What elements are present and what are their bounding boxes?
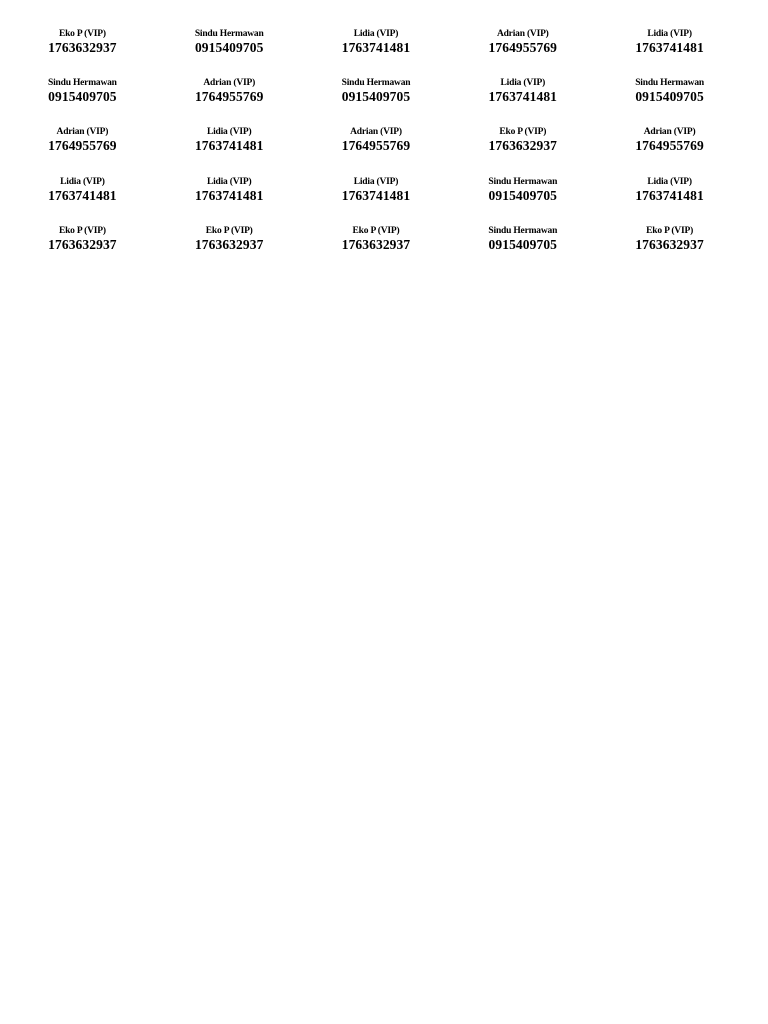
label-name: Eko P (VIP) [646, 225, 694, 236]
label-code: 0915409705 [488, 236, 558, 252]
label-code: 1763741481 [194, 138, 264, 154]
label-item [449, 176, 596, 225]
label-code: 1764955769 [194, 89, 264, 105]
label-item [156, 225, 303, 274]
label-code: 1763632937 [488, 138, 558, 154]
label-item [596, 77, 743, 126]
label-code: 1764955769 [635, 138, 704, 154]
label-code: 0915409705 [488, 187, 558, 203]
label-name: Sindu Hermawan [48, 78, 117, 89]
label-name: Lidia (VIP) [206, 176, 252, 187]
label-code: 0915409705 [341, 89, 411, 105]
label-name: Lidia (VIP) [60, 176, 105, 187]
label-item [449, 28, 596, 77]
label-code: 1763741481 [341, 187, 411, 203]
label-code: 1763741481 [194, 187, 264, 203]
label-item [596, 126, 743, 175]
label-item [303, 28, 450, 77]
label-code: 1763632937 [341, 236, 411, 252]
label-code: 1764955769 [488, 40, 558, 55]
label-name: Lidia (VIP) [353, 176, 399, 187]
label-code: 1763741481 [341, 40, 411, 55]
label-item [303, 126, 450, 175]
label-item [596, 28, 743, 77]
label-code: 1763741481 [635, 40, 704, 55]
label-code: 1763741481 [48, 187, 117, 203]
label-name: Eko P (VIP) [352, 225, 400, 236]
label-item [596, 176, 743, 225]
label-item [9, 77, 156, 126]
label-item [303, 77, 450, 126]
label-item [156, 126, 303, 175]
label-item [156, 28, 303, 77]
label-code: 1763741481 [488, 89, 558, 105]
label-code: 0915409705 [194, 40, 264, 55]
label-name: Sindu Hermawan [488, 225, 558, 236]
label-sheet [9, 28, 743, 274]
label-code: 1763632937 [48, 236, 117, 252]
label-item [9, 126, 156, 175]
label-name: Lidia (VIP) [647, 176, 692, 187]
label-name: Sindu Hermawan [488, 176, 558, 187]
label-item [449, 126, 596, 175]
label-name: Adrian (VIP) [643, 127, 696, 138]
label-name: Lidia (VIP) [206, 127, 252, 138]
label-item [156, 176, 303, 225]
label-name: Lidia (VIP) [353, 29, 399, 39]
label-item [449, 225, 596, 274]
label-code: 1763741481 [635, 187, 704, 203]
label-code: 0915409705 [48, 89, 117, 105]
label-name: Adrian (VIP) [496, 29, 549, 39]
label-item [9, 225, 156, 274]
label-name: Sindu Hermawan [194, 29, 264, 39]
label-code: 1763632937 [48, 40, 117, 55]
label-item [303, 176, 450, 225]
label-name: Sindu Hermawan [341, 78, 411, 89]
label-code: 1763632937 [194, 236, 264, 252]
label-name: Eko P (VIP) [58, 225, 106, 236]
label-code: 1763632937 [635, 236, 704, 252]
label-name: Sindu Hermawan [635, 78, 704, 89]
label-name: Adrian (VIP) [350, 127, 402, 138]
label-name: Lidia (VIP) [647, 29, 692, 39]
label-item [449, 77, 596, 126]
label-name: Eko P (VIP) [58, 29, 106, 39]
label-name: Eko P (VIP) [499, 127, 547, 138]
label-name: Adrian (VIP) [56, 127, 109, 138]
label-item [303, 225, 450, 274]
label-name: Eko P (VIP) [205, 225, 253, 236]
label-code: 1764955769 [48, 138, 117, 154]
label-item [596, 225, 743, 274]
label-item [9, 176, 156, 225]
label-code: 0915409705 [635, 89, 704, 105]
label-item [156, 77, 303, 126]
label-name: Adrian (VIP) [203, 78, 256, 89]
label-name: Lidia (VIP) [500, 78, 546, 89]
label-item [9, 28, 156, 77]
label-code: 1764955769 [341, 138, 411, 154]
